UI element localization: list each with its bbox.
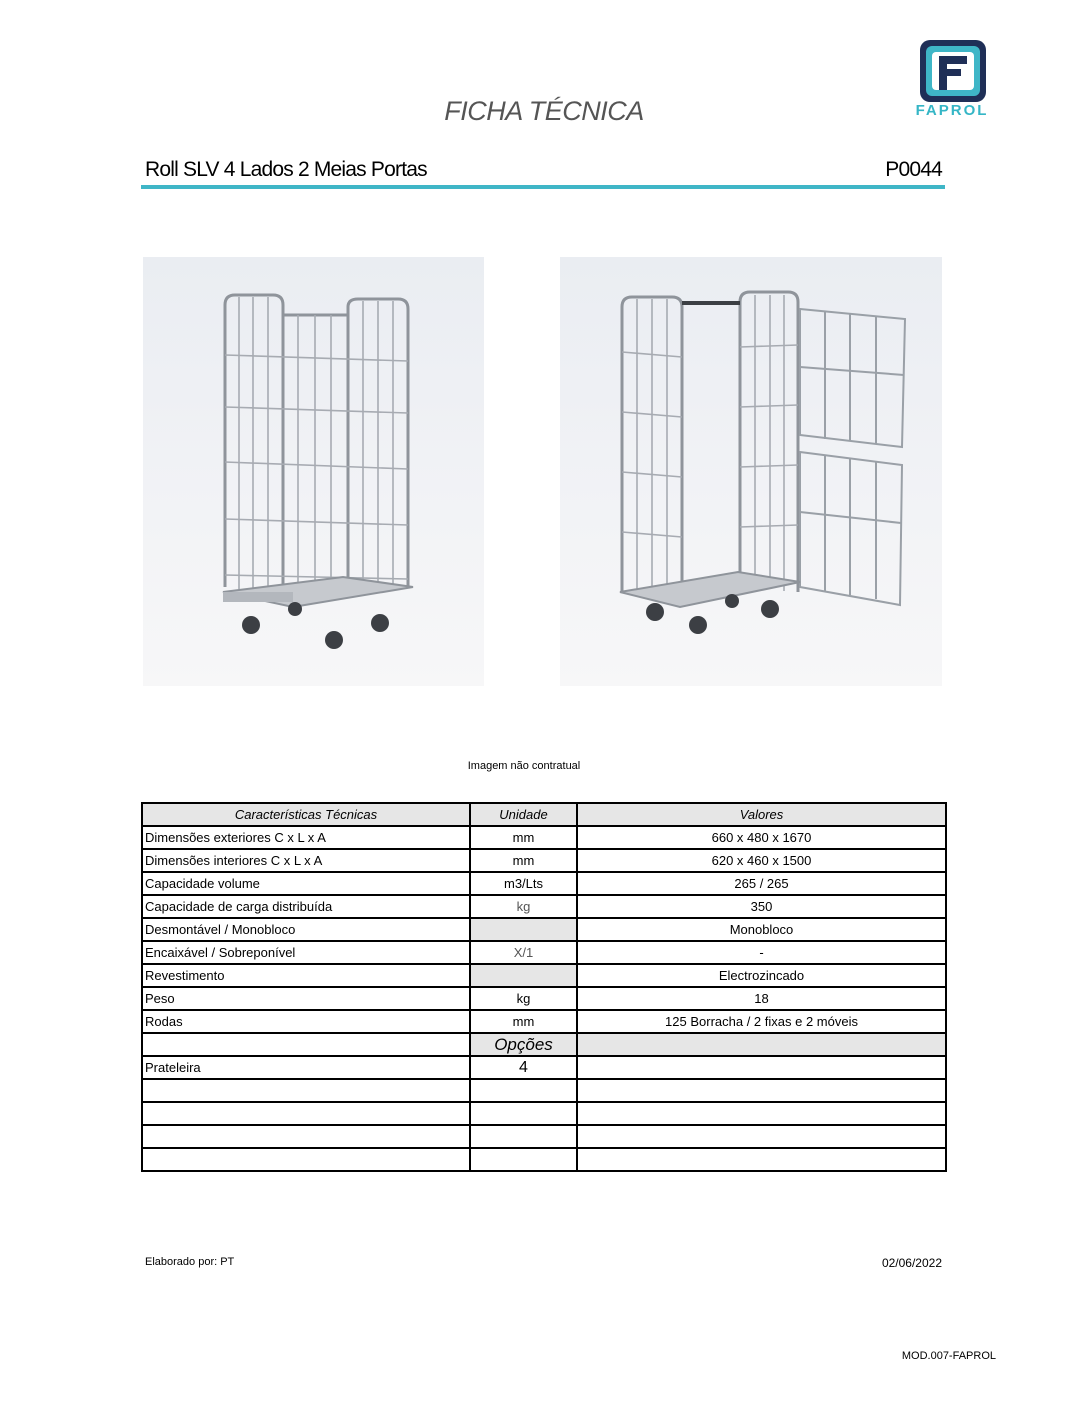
row-unit: m3/Lts	[470, 872, 577, 895]
header-characteristics: Características Técnicas	[142, 803, 470, 826]
model-reference: MOD.007-FAPROL	[901, 1350, 996, 1362]
row-label: Dimensões interiores C x L x A	[142, 849, 470, 872]
empty-row	[142, 1102, 946, 1125]
roll-container-open-icon	[560, 257, 942, 686]
row-value: 660 x 480 x 1670	[577, 826, 946, 849]
roll-container-closed-icon	[143, 257, 484, 686]
table-row	[142, 826, 946, 849]
header-unit: Unidade	[470, 803, 577, 826]
row-unit: mm	[470, 849, 577, 872]
row-label: Desmontável / Monobloco	[142, 918, 470, 941]
option-label: Prateleira	[142, 1056, 470, 1079]
row-unit	[470, 964, 577, 987]
empty-row	[142, 1125, 946, 1148]
product-name: Roll SLV 4 Lados 2 Meias Portas	[145, 158, 427, 181]
row-label: Rodas	[142, 1010, 470, 1033]
image-caption: Imagem não contratual	[467, 760, 581, 772]
table-row	[142, 964, 946, 987]
row-value: 620 x 460 x 1500	[577, 849, 946, 872]
table-row	[142, 941, 946, 964]
row-label: Capacidade de carga distribuída	[142, 895, 470, 918]
row-label: Revestimento	[142, 964, 470, 987]
options-header: Opções	[470, 1033, 577, 1056]
row-value: Monobloco	[577, 918, 946, 941]
table-row	[142, 872, 946, 895]
row-label: Dimensões exteriores C x L x A	[142, 826, 470, 849]
table-row	[142, 918, 946, 941]
options-header-row	[142, 1033, 946, 1056]
row-unit: mm	[470, 826, 577, 849]
document-date: 02/06/2022	[881, 1256, 942, 1270]
document-title: FICHA TÉCNICA	[444, 96, 644, 126]
row-label: Capacidade volume	[142, 872, 470, 895]
row-value: 125 Borracha / 2 fixas e 2 móveis	[577, 1010, 946, 1033]
table-row	[142, 987, 946, 1010]
title-underline	[141, 185, 945, 189]
option-row	[142, 1056, 946, 1079]
table-row	[142, 849, 946, 872]
options-blank	[142, 1033, 470, 1056]
options-blank	[577, 1033, 946, 1056]
product-image-open	[560, 257, 942, 686]
header-values: Valores	[577, 803, 946, 826]
option-empty	[577, 1056, 946, 1079]
row-value: 350	[577, 895, 946, 918]
row-value: -	[577, 941, 946, 964]
row-unit: X/1	[470, 941, 577, 964]
prepared-by: Elaborado por: PT	[145, 1256, 235, 1268]
table-row	[142, 895, 946, 918]
row-unit: kg	[470, 987, 577, 1010]
empty-row	[142, 1079, 946, 1102]
row-unit: mm	[470, 1010, 577, 1033]
option-value: 4	[470, 1056, 577, 1079]
logo-text: FAPROL	[915, 102, 989, 119]
table-header-row	[142, 803, 946, 826]
row-label: Peso	[142, 987, 470, 1010]
row-value: 265 / 265	[577, 872, 946, 895]
spec-table	[141, 802, 947, 1172]
empty-row	[142, 1148, 946, 1171]
row-unit: kg	[470, 895, 577, 918]
row-value: Electrozincado	[577, 964, 946, 987]
row-value: 18	[577, 987, 946, 1010]
row-unit	[470, 918, 577, 941]
product-image-closed	[143, 257, 484, 686]
product-code: P0044	[885, 158, 942, 181]
table-row	[142, 1010, 946, 1033]
row-label: Encaixável / Sobreponível	[142, 941, 470, 964]
